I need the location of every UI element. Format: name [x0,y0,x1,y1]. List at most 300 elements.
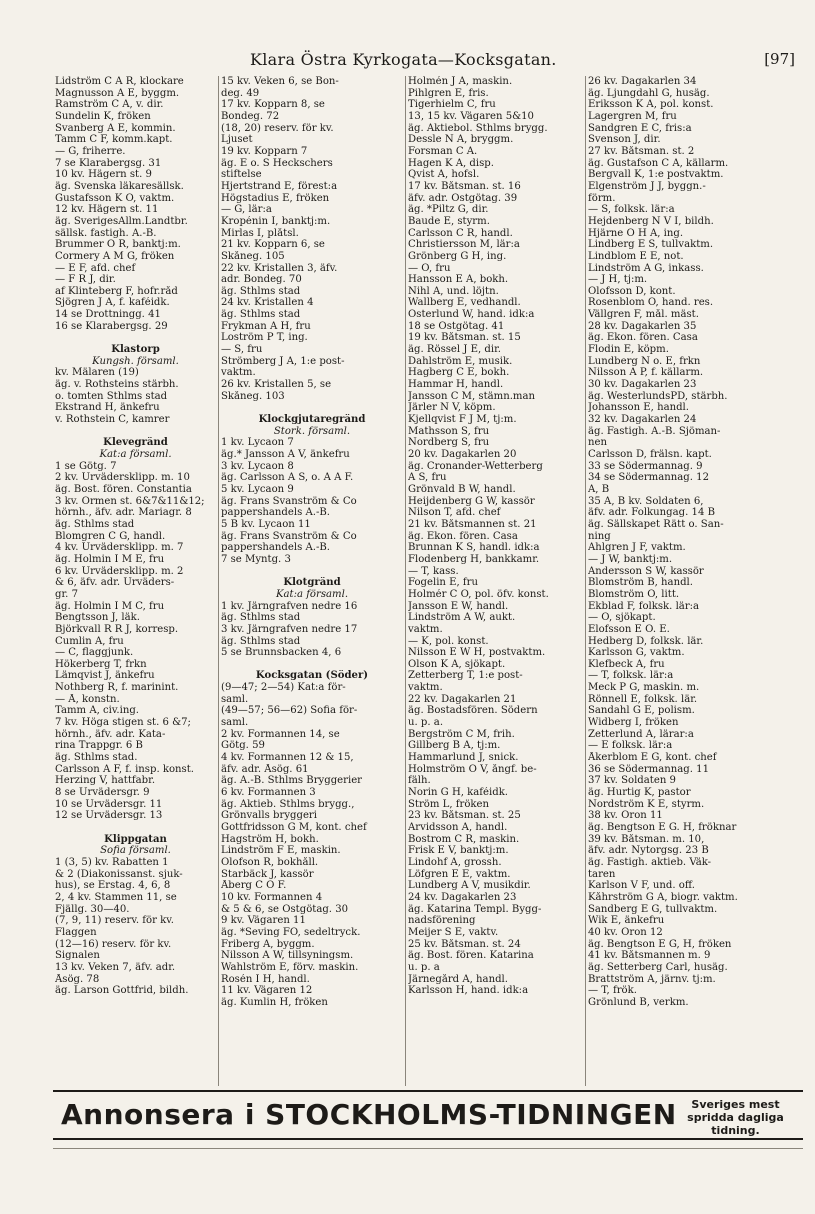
directory-line: Karlsson G, vaktm. [588,647,685,659]
directory-line: Lämqvist J, änkefru [55,670,155,682]
directory-line: Fjällg. 30—40. [55,903,130,915]
directory-line [55,822,216,834]
directory-line: vaktm. [408,682,443,694]
directory-line: Nothberg R, f. marinint. [55,682,179,694]
directory-line: Lindohf A, grossh. [408,856,502,868]
directory-line: Bengtsson J, läk. [55,612,140,624]
column-2 [219,76,406,1086]
directory-line: äg. Bost. fören. Katarina [408,950,534,962]
directory-line: Arvidsson A, handl. [408,822,508,833]
directory-line: Jansson E W, handl. [408,600,509,612]
directory-line: 12 se Urvädersgr. 13 [55,810,163,822]
directory-line: äfv. adr. Folkungag. 14 B [588,507,715,519]
directory-line: Grönvalls bryggeri [221,810,317,822]
directory-line: Wallberg E, vedhandl. [408,297,521,309]
directory-line: Magnusson A E, byggm. [55,87,180,99]
directory-line: äg. Setterberg Carl, husäg. [588,961,728,973]
directory-line: Elgenström J J, byggn.- [588,180,706,192]
directory-line: äg. Katarina Templ. Bygg- [408,903,542,915]
directory-line: Sundelin K, fröken [55,110,151,122]
directory-line: — S, folksk. lär:a [588,204,675,216]
directory-line: Sjögren J A, f. kaféidk. [55,297,170,309]
directory-line: Blomström B, handl. [588,577,693,589]
directory-line: af Klinteberg F, hofr.råd [55,285,178,297]
directory-line: 1 (3, 5) kv. Rabatten 1 [55,856,169,868]
directory-line: Starbäck J, kassör [221,868,314,880]
directory-line: äfv. adr. Östgötag. 39 [408,192,518,204]
directory-line: Loström P T, ing. [221,332,308,344]
directory-line: A S, fru [408,472,447,484]
directory-line: — K, pol. konst. [408,635,489,647]
parish-label: Stork. församl. [273,425,351,437]
directory-line: 33 se Södermannag. 9 [588,460,703,472]
directory-line: Jansson C M, stämn.man [408,390,536,402]
directory-line: 23 kv. Båtsman. st. 25 [408,810,521,822]
directory-line: äfv. adr. Nytorgsg. 23 B [588,845,709,857]
directory-line: Brunnan K S, handl. idk:a [408,542,540,554]
directory-line: Herzing V, hattfabr. [55,775,156,787]
directory-line: Åberg C O F. [221,880,287,892]
column-4 [586,76,803,1086]
directory-line: Bostrom C R, maskin. [408,833,520,845]
directory-line: Järler N V, köpm. [408,402,496,414]
directory-line: Flodin E, köpm. [588,344,669,356]
ad-headline: Annonsera i STOCKHOLMS-TIDNINGEN [61,1098,677,1131]
directory-line: 21 kv. Kopparn 6, se [221,239,325,251]
directory-line: Zetterlund A, lärar:a [588,728,694,740]
directory-line: 3 kv. Järngrafven nedre 17 [221,623,358,635]
directory-line [55,332,216,344]
directory-line: äg.* Jansson A V, änkefru [221,449,350,460]
directory-line: Gustafsson K O, vaktm. [55,192,175,204]
directory-line: 40 kv. Oron 12 [588,926,663,938]
directory-line: Lundberg N o. E, frkn [588,355,701,367]
directory-line: saml. [221,717,249,729]
directory-line: — O, fru [408,262,451,274]
directory-line: äg. SverigesAllm.Landtbr. [55,215,188,227]
directory-line: Lindström F E, maskin. [221,845,341,857]
directory-line [221,566,403,578]
section-heading: Klevegränd [103,437,168,449]
directory-line: — T, kass. [408,565,459,577]
directory-line: 20 kv. Dagakarlen 20 [408,449,517,460]
directory-line: 7 kv. Höga stigen st. 6 &7; [55,717,191,729]
section-heading: Klippgatan [104,833,167,845]
page-number: [97] [764,50,795,68]
directory-line: Nilsson A W, tillsyningsm. [221,950,354,962]
directory-line: ning [588,530,611,542]
directory-line: vaktm. [408,623,443,635]
directory-line: Lindberg E S, tullvaktm. [588,239,714,251]
directory-line: — E F, afd. chef [55,262,136,274]
directory-line: 36 se Södermannag. 11 [588,763,709,775]
directory-line: 24 kv. Kristallen 4 [221,297,314,309]
directory-line: Olofsson D, kont. [588,285,676,297]
directory-line: äg. Holmin I M E, fru [55,553,165,565]
footer-rule [53,1148,803,1151]
directory-line: 5 kv. Lycaon 9 [221,483,294,495]
directory-line: Dahlström E, musik. [408,355,513,367]
directory-line: äg. Bengtson E G, H, fröken [588,938,732,950]
directory-line: Kjellqvist F J M, tj:m. [408,414,517,426]
directory-line: 19 kv. Kopparn 7 [221,145,308,157]
directory-line: äg. Hurtig K, pastor [588,787,691,799]
directory-line: äfv. adr. Åsög. 61 [221,763,309,775]
directory-line: — F R J, dir. [55,274,116,286]
directory-line: Holmén J A, maskin. [408,76,513,87]
directory-line: 25 kv. Båtsman. st. 24 [408,938,521,950]
directory-line: Järnegård A, handl. [408,973,508,985]
directory-line: Hjertstrand E, förest:a [221,180,338,192]
directory-line: Holmström O V, ångf. be- [408,763,537,775]
directory-line: 10 kv. Formannen 4 [221,891,323,903]
directory-line: 4 kv. Formannen 12 & 15, [221,752,354,764]
directory-line: Ljuset [221,134,253,146]
directory-line: 13 kv. Veken 7, äfv. adr. [55,961,176,973]
directory-line: Sandahl G E, polism. [588,705,695,717]
directory-line: — Å, konstn. [55,693,120,705]
directory-line: 2 kv. Urvädersklipp. m. 10 [55,472,190,484]
directory-line: Flaggen [55,926,97,938]
directory-line: A, B [588,483,610,495]
directory-line: 27 kv. Båtsman. st. 2 [588,145,695,157]
directory-line: & 5 & 6, se Östgötag. 30 [221,903,349,915]
directory-line: Carlsson D, frälsn. kapt. [588,449,712,460]
directory-line: 13, 15 kv. Vägaren 5&10 [408,110,534,122]
directory-line: nadsförening [408,915,476,927]
directory-line: äg. Aktiebol. Sthlms brygg. [408,122,548,134]
directory-line: äg. Svenska läkaresällsk. [55,180,184,192]
directory-line: äg. Rössel J E, dir. [408,344,501,356]
directory-line: Cormery A M G, fröken [55,250,175,262]
directory-line: äg. Sthlms stad. [55,752,138,764]
directory-line: Hejdenberg N V I, bildh. [588,215,714,227]
directory-line: Grönlund B, verkm. [588,996,689,1008]
directory-line: Wahlström E, förv. maskin. [221,961,359,973]
directory-line: Sandgren E C, fris:a [588,122,692,134]
directory-line: o. tomten Sthlms stad [55,390,168,402]
directory-line: äg. Ljungdahl G, husäg. [588,87,710,99]
directory-line: 39 kv. Båtsman. m. 10, [588,833,705,845]
directory-line: Tamm A, civ.ing. [55,705,140,717]
directory-line: 6 kv. Urvädersklipp. m. 2 [55,565,184,577]
directory-line: Ekstrand H, änkefru [55,402,160,414]
directory-line: Hedberg D, folksk. lär. [588,635,704,647]
parish-label: Kat:a församl. [99,449,172,460]
directory-line: 3 kv. Lycaon 8 [221,460,294,472]
directory-line: Frykman A H, fru [221,320,311,332]
directory-line: äg. E o. S Heckschers [221,157,333,169]
directory-line: Ramström C A, v. dir. [55,99,164,111]
directory-line: Lagergren M, fru [588,110,677,122]
directory-line: 17 kv. Kopparn 8, se [221,99,325,111]
directory-line: taren [588,868,616,880]
directory-line: Vällgren F, mål. mäst. [588,309,699,321]
directory-line: äg. Bengtson E G. H, fröknar [588,822,737,833]
directory-line: 21 kv. Båtsmannen st. 21 [408,518,537,530]
directory-line: 9 kv. Vägaren 11 [221,915,306,927]
section-heading: Klotgränd [283,577,341,589]
directory-line: hus), se Erstag. 4, 6, 8 [55,880,171,892]
parish-label: Kat:a församl. [275,588,349,600]
directory-line: 37 kv. Soldaten 9 [588,775,676,787]
directory-line: (12—16) reserv. för kv. [55,938,172,950]
directory-line: Gillberg B A, tj:m. [408,740,501,752]
directory-line: — J H, tj:m. [588,274,648,286]
directory-line: adr. Bondeg. 70 [221,274,302,286]
column-1 [53,76,219,1086]
directory-line: Rosén I H, handl. [221,973,310,985]
directory-line: Frisk E V, banktj:m. [408,845,509,857]
directory-line: Friberg A, byggm. [221,938,315,950]
directory-line: 4 kv. Urvädersklipp. m. 7 [55,542,184,554]
directory-line: Kåhrström G A, biogr. vaktm. [588,891,738,903]
section-heading: Klastorp [111,344,160,356]
directory-line: Åkerblom E G, kont. chef [588,752,717,764]
directory-line: 1 kv. Lycaon 7 [221,437,294,449]
directory-line: — G, lär:a [221,204,272,216]
directory-line: Blomgren C G, handl. [55,530,166,542]
directory-line: äg. Sthlms stad [221,612,301,624]
directory-line: deg. 49 [221,87,260,99]
directory-line: Hagen K A, disp. [408,157,494,169]
directory-line: Christiersson M, lär:a [408,239,520,251]
directory-line: Holmér C O, pol. öfv. konst. [408,588,549,600]
directory-line: äg. v. Rothsteins stärbh. [55,379,179,391]
directory-line: 14 se Drottningg. 41 [55,309,161,321]
directory-line: Götg. 59 [221,740,265,752]
directory-line: Carlsson C R, handl. [408,227,513,239]
directory-line: Wik E, änkefru [588,915,665,927]
directory-line: hörnh., äfv. adr. Kata- [55,728,166,740]
directory-line: Cumlin A, fru [55,635,124,647]
directory-line: äg. Ekon. fören. Casa [588,332,698,344]
directory-line: gr. 7 [55,588,79,600]
directory-line: hörnh., äfv. adr. Mariagr. 8 [55,507,192,519]
directory-line: 30 kv. Dagakarlen 23 [588,379,697,391]
column-3 [406,76,586,1086]
directory-line: Dessle N A, bryggm. [408,134,514,146]
directory-line: Bergvall K, 1:e postvaktm. [588,169,724,181]
directory-line: — T, frök. [588,985,637,997]
directory-line: Eriksson K A, pol. konst. [588,99,714,111]
directory-line: äg. Carlsson A S, o. A A F. [221,472,354,484]
directory-line: äg. *Seving FO, sedeltryck. [221,926,361,938]
directory-line: Kropénin I, banktj:m. [221,215,331,227]
directory-line: 24 kv. Dagakarlen 23 [408,891,517,903]
directory-line: Tamm C F, komm.kapt. [55,134,173,146]
directory-line: Hammar H, handl. [408,379,504,391]
directory-line [55,426,216,438]
directory-line: Brattström A, järnv. tj:m. [588,973,716,985]
directory-line: (18, 20) reserv. för kv. [221,122,334,134]
directory-line: Ahlgren J F, vaktm. [588,542,686,554]
directory-line: Widberg I, fröken [588,717,679,729]
directory-line: Österlund W, hand. idk:a [408,309,535,321]
directory-line: vaktm. [221,367,256,379]
directory-line: — O, sjökapt. [588,612,656,624]
directory-line: äg. Sthlms stad [55,518,135,530]
directory-line: Forsman C A. [408,145,478,157]
directory-line: Olofson R, bokhåll. [221,856,319,868]
directory-line: — J W, banktj:m. [588,553,673,565]
directory-line: Nordström K E, styrm. [588,798,705,810]
directory-line: 34 se Södermannag. 12 [588,472,709,484]
directory-line: 22 kv. Kristallen 3, äfv. [221,262,338,274]
directory-line: Bondeg. 72 [221,110,280,122]
directory-line: äg. Ekon. fören. Casa [408,530,518,542]
directory-line: Olson K A, sjökapt. [408,658,506,670]
directory-line: äg. Holmin I M C, fru [55,600,165,612]
directory-line: Brummer O R, banktj:m. [55,239,181,251]
advertisement-banner [53,1090,803,1140]
directory-line: 10 se Urvädersgr. 11 [55,798,163,810]
directory-line: Nilsson E W H, postvaktm. [408,647,546,659]
directory-line: äg. Frans Svanström & Co [221,530,357,542]
directory-line: (7, 9, 11) reserv. för kv. [55,915,174,927]
page-title: Klara Östra Kyrkogata—Kocksgatan. [250,50,557,69]
directory-line: rina Trappgr. 6 B [55,740,143,752]
directory-line: 12 kv. Hägern st. 11 [55,204,159,216]
directory-line: äg. Sällskapet Rätt o. San- [588,518,724,530]
directory-line: Karlsson H, hand. idk:a [408,985,529,997]
directory-line: Blomström O, litt. [588,588,680,600]
directory-line: äg. Aktieb. Sthlms brygg., [221,798,355,810]
directory-line: Skåneg. 105 [221,250,285,262]
directory-line: Fogelin E, fru [408,577,478,589]
directory-line: Tigerhielm C, fru [408,99,496,111]
directory-line: pappershandels A.-B. [221,542,330,554]
directory-line: stiftelse [221,169,262,181]
directory-line: nen [588,437,607,449]
directory-line: — T, folksk. lär:a [588,670,674,682]
directory-line: Nordberg S, fru [408,437,490,449]
directory-line: Carlsson A F, f. insp. konst. [55,763,195,775]
directory-line: Signalen [55,950,100,962]
directory-line: 6 kv. Formannen 3 [221,787,316,799]
directory-line: äg. Cronander-Wetterberg [408,460,543,472]
directory-line: 38 kv. Oron 11 [588,810,663,822]
directory-line: Meck P G, maskin. m. [588,682,700,694]
directory-line: Baude E, styrm. [408,215,490,227]
directory-line [221,659,403,671]
directory-line: 5 se Brunnsbacken 4, 6 [221,647,342,659]
directory-line: Svenson J, dir. [588,134,661,146]
parish-label: Sofia församl. [100,845,171,857]
directory-line: Nilsson A P, f. källarm. [588,367,704,379]
directory-line: Hammarlund J, snick. [408,752,519,764]
directory-line: 3 kv. Ormen st. 6&7&11&12; [55,495,205,507]
directory-line [221,402,403,414]
directory-line: (49—57; 56—62) Sofia för- [221,705,358,717]
directory-line: Pihlgren E, fris. [408,87,489,99]
directory-line: Sandberg E G, tullvaktm. [588,903,718,915]
directory-line: äg. *Piltz G, dir. [408,204,489,216]
directory-line: 7 se Myntg. 3 [221,553,291,565]
directory-line: Klefbeck A, fru [588,658,665,670]
directory-line: äg. Bostadsfören. Södern [408,705,538,717]
directory-line: saml. [221,693,249,705]
directory-line: 11 kv. Vägaren 12 [221,985,313,997]
directory-line: Meijer S E, vaktv. [408,926,499,938]
directory-line: 1 se Götg. 7 [55,460,117,472]
page-header [0,50,815,74]
directory-line: Löfgren E E, vaktm. [408,868,511,880]
directory-line: Ekblad F, folksk. lär:a [588,600,700,612]
directory-line: Strömberg J A, 1:e post- [221,355,345,367]
directory-line: 35 A, B kv. Soldaten 6, [588,495,704,507]
directory-line: förm. [588,192,616,204]
directory-line: Qvist A, hofsl. [408,169,480,181]
directory-line: Mirlas I, plåtsl. [221,227,299,239]
directory-line: v. Rothstein C, kamrer [55,414,170,426]
directory-line: Rönnell E, folksk. lär. [588,693,698,705]
directory-line: Bergström C M, frih. [408,728,515,740]
directory-line: Hjärne O H A, ing. [588,227,684,239]
directory-line: Skåneg. 103 [221,390,285,402]
directory-line: Svanberg A E, kommin. [55,122,176,134]
directory-line: — C, flaggjunk. [55,647,134,659]
directory-line: kv. Mälaren (19) [55,367,139,379]
directory-line: 15 kv. Veken 6, se Bon- [221,76,339,87]
directory-line: 26 kv. Dagakarlen 34 [588,76,697,87]
directory-line: äg. Fastigh. A.-B. Sjöman- [588,425,721,437]
directory-line: äg. Gustafson C A, källarm. [588,157,729,169]
directory-columns [53,76,803,1086]
directory-line: Grönberg G H, ing. [408,250,507,262]
directory-line: Nihl A, und. löjtn. [408,285,499,297]
directory-line: — S, fru [221,344,263,356]
directory-line: — G, friherre. [55,145,126,157]
directory-line: 17 kv. Båtsman. st. 16 [408,180,521,192]
directory-line: Lundberg A V, musikdir. [408,880,531,892]
directory-line: 41 kv. Båtsmannen m. 9 [588,950,711,962]
directory-line: pappershandels A.-B. [221,507,330,519]
directory-line: Karlson V F, und. off. [588,880,695,892]
directory-line: 5 B kv. Lycaon 11 [221,518,311,530]
directory-line: Lidström C A R, klockare [55,76,184,87]
directory-line: Björkvall R R J, korresp. [55,623,179,635]
directory-line: Högstadius E, fröken [221,192,330,204]
directory-line: Hökerberg T, frkn [55,658,147,670]
directory-line: Hansson E A, bokh. [408,274,509,286]
directory-line: & 6, äfv. adr. Urväders- [55,577,175,589]
directory-line: Heijdenberg G W, kassör [408,495,535,507]
directory-line: 18 se Östgötag. 41 [408,320,505,332]
ad-tagline: Sveriges mest spridda dagliga tidning. [687,1098,784,1137]
directory-line: sällsk. fastigh. A.-B. [55,227,157,239]
directory-line: Zetterberg T, 1:e post- [408,670,523,682]
directory-line: 32 kv. Dagakarlen 24 [588,414,697,426]
directory-line: — E folksk. lär:a [588,740,673,752]
directory-line: Elofsson E O. E. [588,623,670,635]
directory-line: äg. Larson Gottfrid, bildh. [55,985,189,997]
directory-line: Grönvald B W, handl. [408,483,516,495]
directory-line: Åsög. 78 [55,973,100,985]
directory-line: 8 se Urvädersgr. 9 [55,787,150,799]
directory-line: Hagberg C E, bokh. [408,367,510,379]
directory-line: 1 kv. Järngrafven nedre 16 [221,600,358,612]
directory-line: äg. WesterlundsPD, stärbh. [588,390,728,402]
section-heading: Kocksgatan (Söder) [255,670,369,682]
section-heading: Klockgjutaregränd [258,414,366,426]
directory-line: 19 kv. Båtsman. st. 15 [408,332,521,344]
directory-line: Lindström A G, inkass. [588,262,704,274]
directory-line: Lindblom E E, not. [588,250,684,262]
directory-line: u. p. a [408,961,440,973]
directory-line: Ström L, fröken [408,798,490,810]
directory-line: Nilson T, afd. chef [408,507,501,519]
